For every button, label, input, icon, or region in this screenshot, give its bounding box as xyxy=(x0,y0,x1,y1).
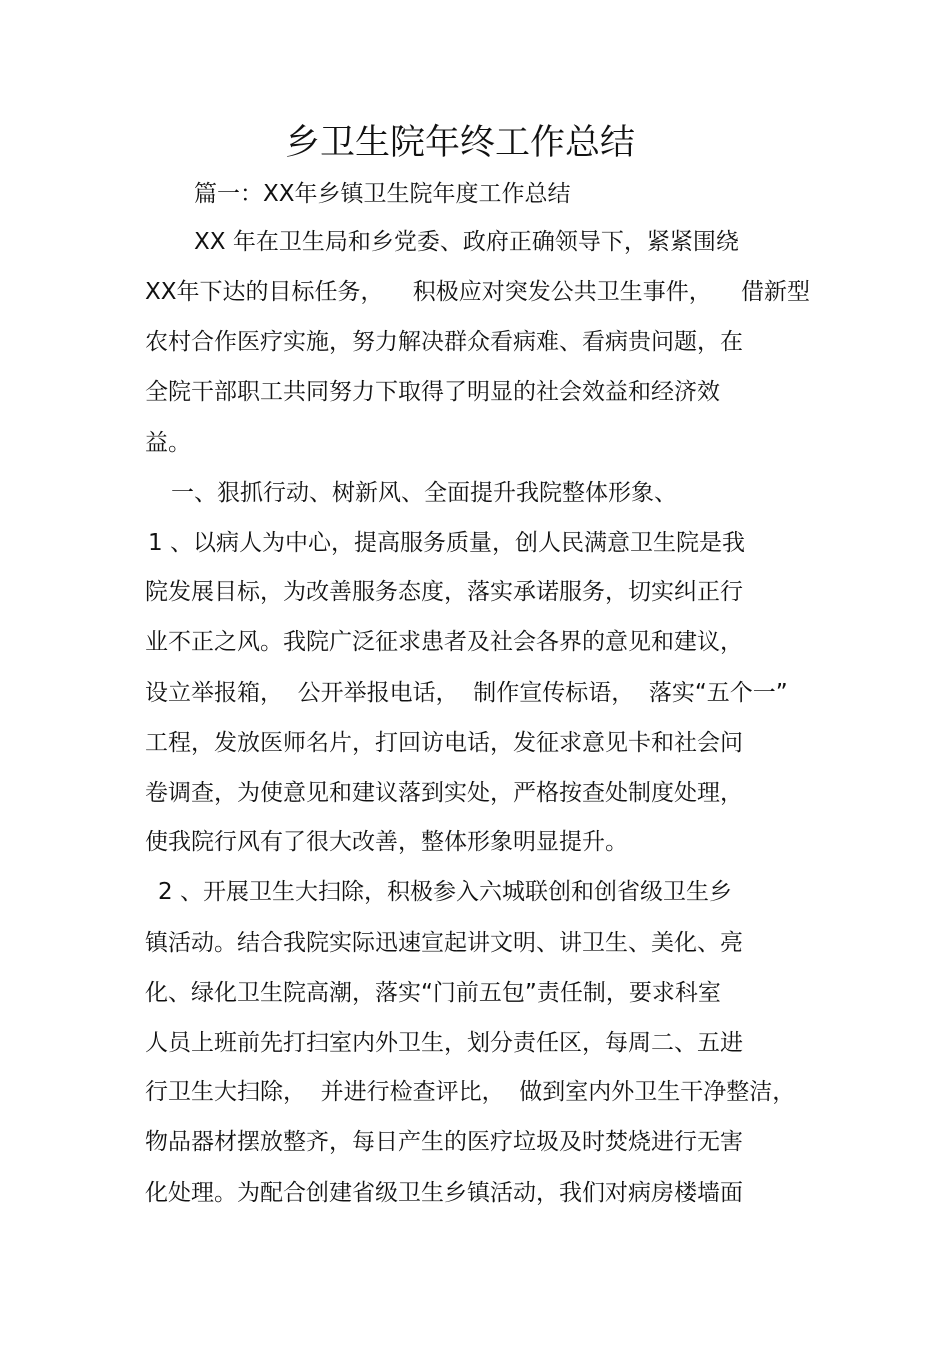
paragraph-line: XX 年在卫生局和乡党委、政府正确领导下，紧紧围绕 xyxy=(194,229,739,255)
paragraph-line: 2 、开展卫生大扫除，积极参入六城联创和创省级卫生乡 xyxy=(158,879,732,905)
document-subtitle: 篇一：XX年乡镇卫生院年度工作总结 xyxy=(194,181,571,207)
paragraph-line: 1 、以病人为中心，提高服务质量，创人民满意卫生院是我 xyxy=(148,530,745,556)
paragraph-line: XX年下达的目标任务， 积极应对突发公共卫生事件， 借新型 xyxy=(145,279,811,305)
paragraph-line: 物品器材摆放整齐，每日产生的医疗垃圾及时焚烧进行无害 xyxy=(145,1129,743,1155)
paragraph-line: 卷调查，为使意见和建议落到实处，严格按查处制度处理， xyxy=(145,780,743,806)
paragraph-line: 使我院行风有了很大改善，整体形象明显提升。 xyxy=(145,829,628,855)
document-title: 乡卫生院年终工作总结 xyxy=(284,123,635,163)
paragraph-line: 人员上班前先打扫室内外卫生，划分责任区，每周二、五进 xyxy=(145,1030,743,1056)
paragraph-line: 设立举报箱， 公开举报电话， 制作宣传标语， 落实“五个一” xyxy=(145,680,788,706)
paragraph-line: 行卫生大扫除， 并进行检查评比， 做到室内外卫生干净整洁， xyxy=(145,1079,796,1105)
paragraph-line: 化、绿化卫生院高潮，落实“门前五包”责任制，要求科室 xyxy=(145,980,721,1006)
section-heading: 一、狠抓行动、树新风、全面提升我院整体形象、 xyxy=(171,480,677,506)
paragraph-line: 化处理。为配合创建省级卫生乡镇活动，我们对病房楼墙面 xyxy=(145,1180,743,1206)
paragraph-line: 院发展目标，为改善服务态度，落实承诺服务，切实纠正行 xyxy=(145,579,743,605)
paragraph-line: 镇活动。结合我院实际迅速宣起讲文明、讲卫生、美化、亮 xyxy=(145,930,743,956)
paragraph-line: 工程，发放医师名片，打回访电话，发征求意见卡和社会问 xyxy=(145,730,743,756)
paragraph-line: 全院干部职工共同努力下取得了明显的社会效益和经济效 xyxy=(145,379,720,405)
paragraph-line: 业不正之风。我院广泛征求患者及社会各界的意见和建议， xyxy=(145,629,743,655)
paragraph-line: 益。 xyxy=(145,430,191,456)
paragraph-line: 农村合作医疗实施，努力解决群众看病难、看病贵问题，在 xyxy=(145,329,743,355)
